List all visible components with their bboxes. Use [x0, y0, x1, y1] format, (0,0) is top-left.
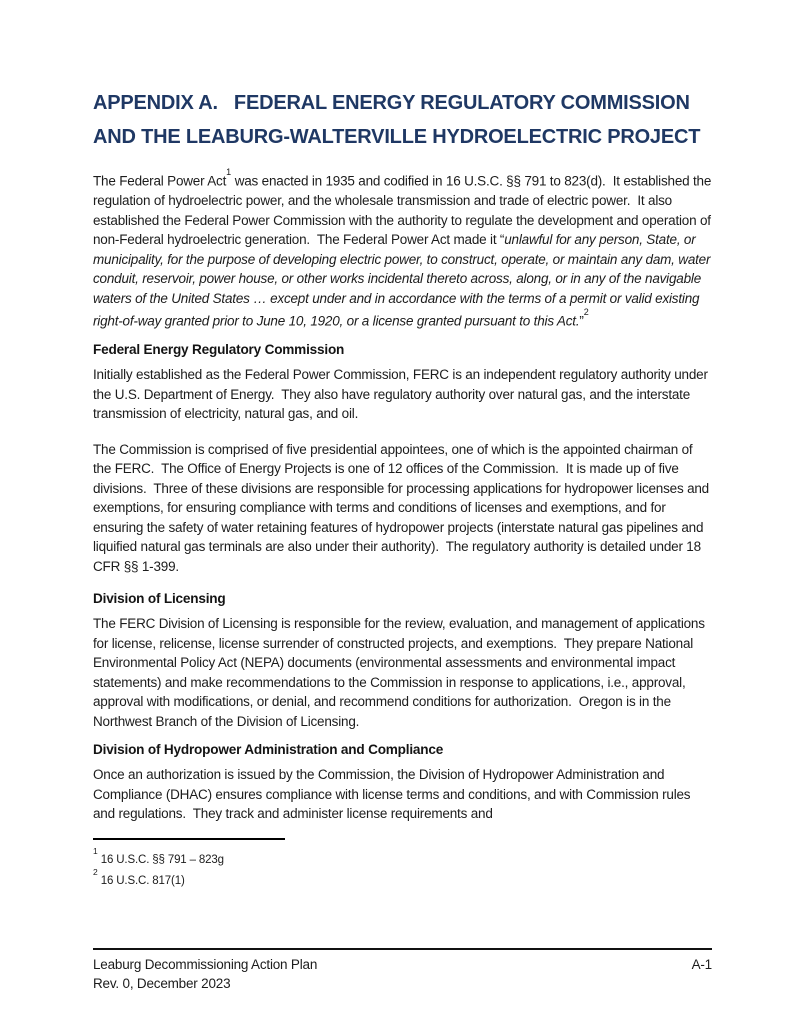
appendix-title-line-1: APPENDIX A. FEDERAL ENERGY REGULATORY COMMISSION: [93, 92, 690, 114]
intro-text-before-ref: The Federal Power Act: [93, 173, 227, 189]
footnote-ref-2: 2: [583, 307, 589, 317]
heading-division-of-licensing: Division of Licensing: [93, 591, 226, 606]
footnote-1-marker: 1: [93, 845, 98, 856]
heading-division-of-hydropower-admin: Division of Hydropower Administration and Compliance: [93, 742, 444, 757]
appendix-title: [93, 86, 712, 154]
appendix-title-line-2: AND THE LEABURG-WALTERVILLE HYDROELECTRIC PROJECT: [93, 126, 701, 148]
federal-power-act-quote: unlawful for any person, State, or municipality, for the purpose of developing electric power, to construct, operate, or maintain any dam, water conduit, reservoir, power house, or other works incidental thereto across, along, or in any of the navigable waters of the United States … except under and in accordance with the terms of a permit or valid existing right-of-way granted prior to June 10, 1920, or a license granted pursuant to this Act.: [93, 232, 714, 329]
footnote-ref-1: 1: [226, 167, 232, 177]
footnote-2-marker: 2: [93, 867, 98, 878]
heading-ferc: Federal Energy Regulatory Commission: [93, 342, 345, 357]
footer-row: [93, 955, 712, 974]
intro-close-quote: ”: [579, 313, 584, 329]
footnote-block: [93, 838, 712, 891]
page-footer: [93, 948, 712, 993]
ferc-paragraph-1: Initially established as the Federal Power Commission, FERC is an independent regulatory authority under the U.S. Department of Energy. They also have regulatory authority over natural gas, and the interstate transmission of electricity, natural gas, and oil.: [93, 367, 712, 421]
dhac-paragraph: Once an authorization is issued by the Commission, the Division of Hydropower Administration and Compliance (DHAC) ensures compliance with license terms and conditions, and with Commission rules and regulations. They track and administer license requirements and: [93, 767, 694, 821]
page-content: [93, 86, 715, 890]
licensing-paragraph: The FERC Division of Licensing is responsible for the review, evaluation, and management of applications for license, relicense, license surrender of constructed projects, and exemptions. They prepare National Environmental Policy Act (NEPA) documents (environmental assessments and environmental impact statements) and make recommendations to the Commission in response to applications, i.e., approval, approval with modifications, or denial, and recommend conditions for authorization. Oregon is in the Northwest Branch of the Division of Licensing.: [93, 616, 709, 729]
footnote-2-text: 16 U.S.C. 817(1): [100, 875, 185, 888]
intro-paragraph: [93, 167, 715, 331]
footnote-2: [93, 868, 712, 890]
footer-doc-title: Leaburg Decommissioning Action Plan: [93, 957, 318, 972]
footer-page-number: A-1: [691, 957, 712, 972]
ferc-paragraph-2: The Commission is comprised of five presidential appointees, one of which is the appointed chairman of the FERC. The Office of Energy Projects is one of 12 offices of the Commission. It is made up of five divisions. Three of these divisions are responsible for processing applications for hydropower licenses and exemptions, for ensuring compliance with terms and conditions of licenses and exemptions, and for ensuring the safety of water retaining features of hydropower projects (interstate natural gas pipelines and liquified natural gas terminals are also under their authority). The regulatory authority is detailed under 18 CFR §§ 1-399.: [93, 441, 713, 574]
footnote-1-text: 16 U.S.C. §§ 791 – 823g: [100, 853, 224, 866]
footnote-1: [93, 847, 712, 869]
footnote-separator-rule: [93, 838, 285, 840]
intro-text-body: was enacted in 1935 and codified in 16 U.S.C. §§ 791 to 823(d). It established the regulation of hydroelectric power, and the wholesale transmission and trade of electric power. It also established the Federal Power Commission with the authority to regulate the development and operation of non-Federal hydroelectric generation. The Federal Power Act made it “: [93, 173, 715, 247]
footer-revision: Rev. 0, December 2023: [93, 976, 231, 991]
